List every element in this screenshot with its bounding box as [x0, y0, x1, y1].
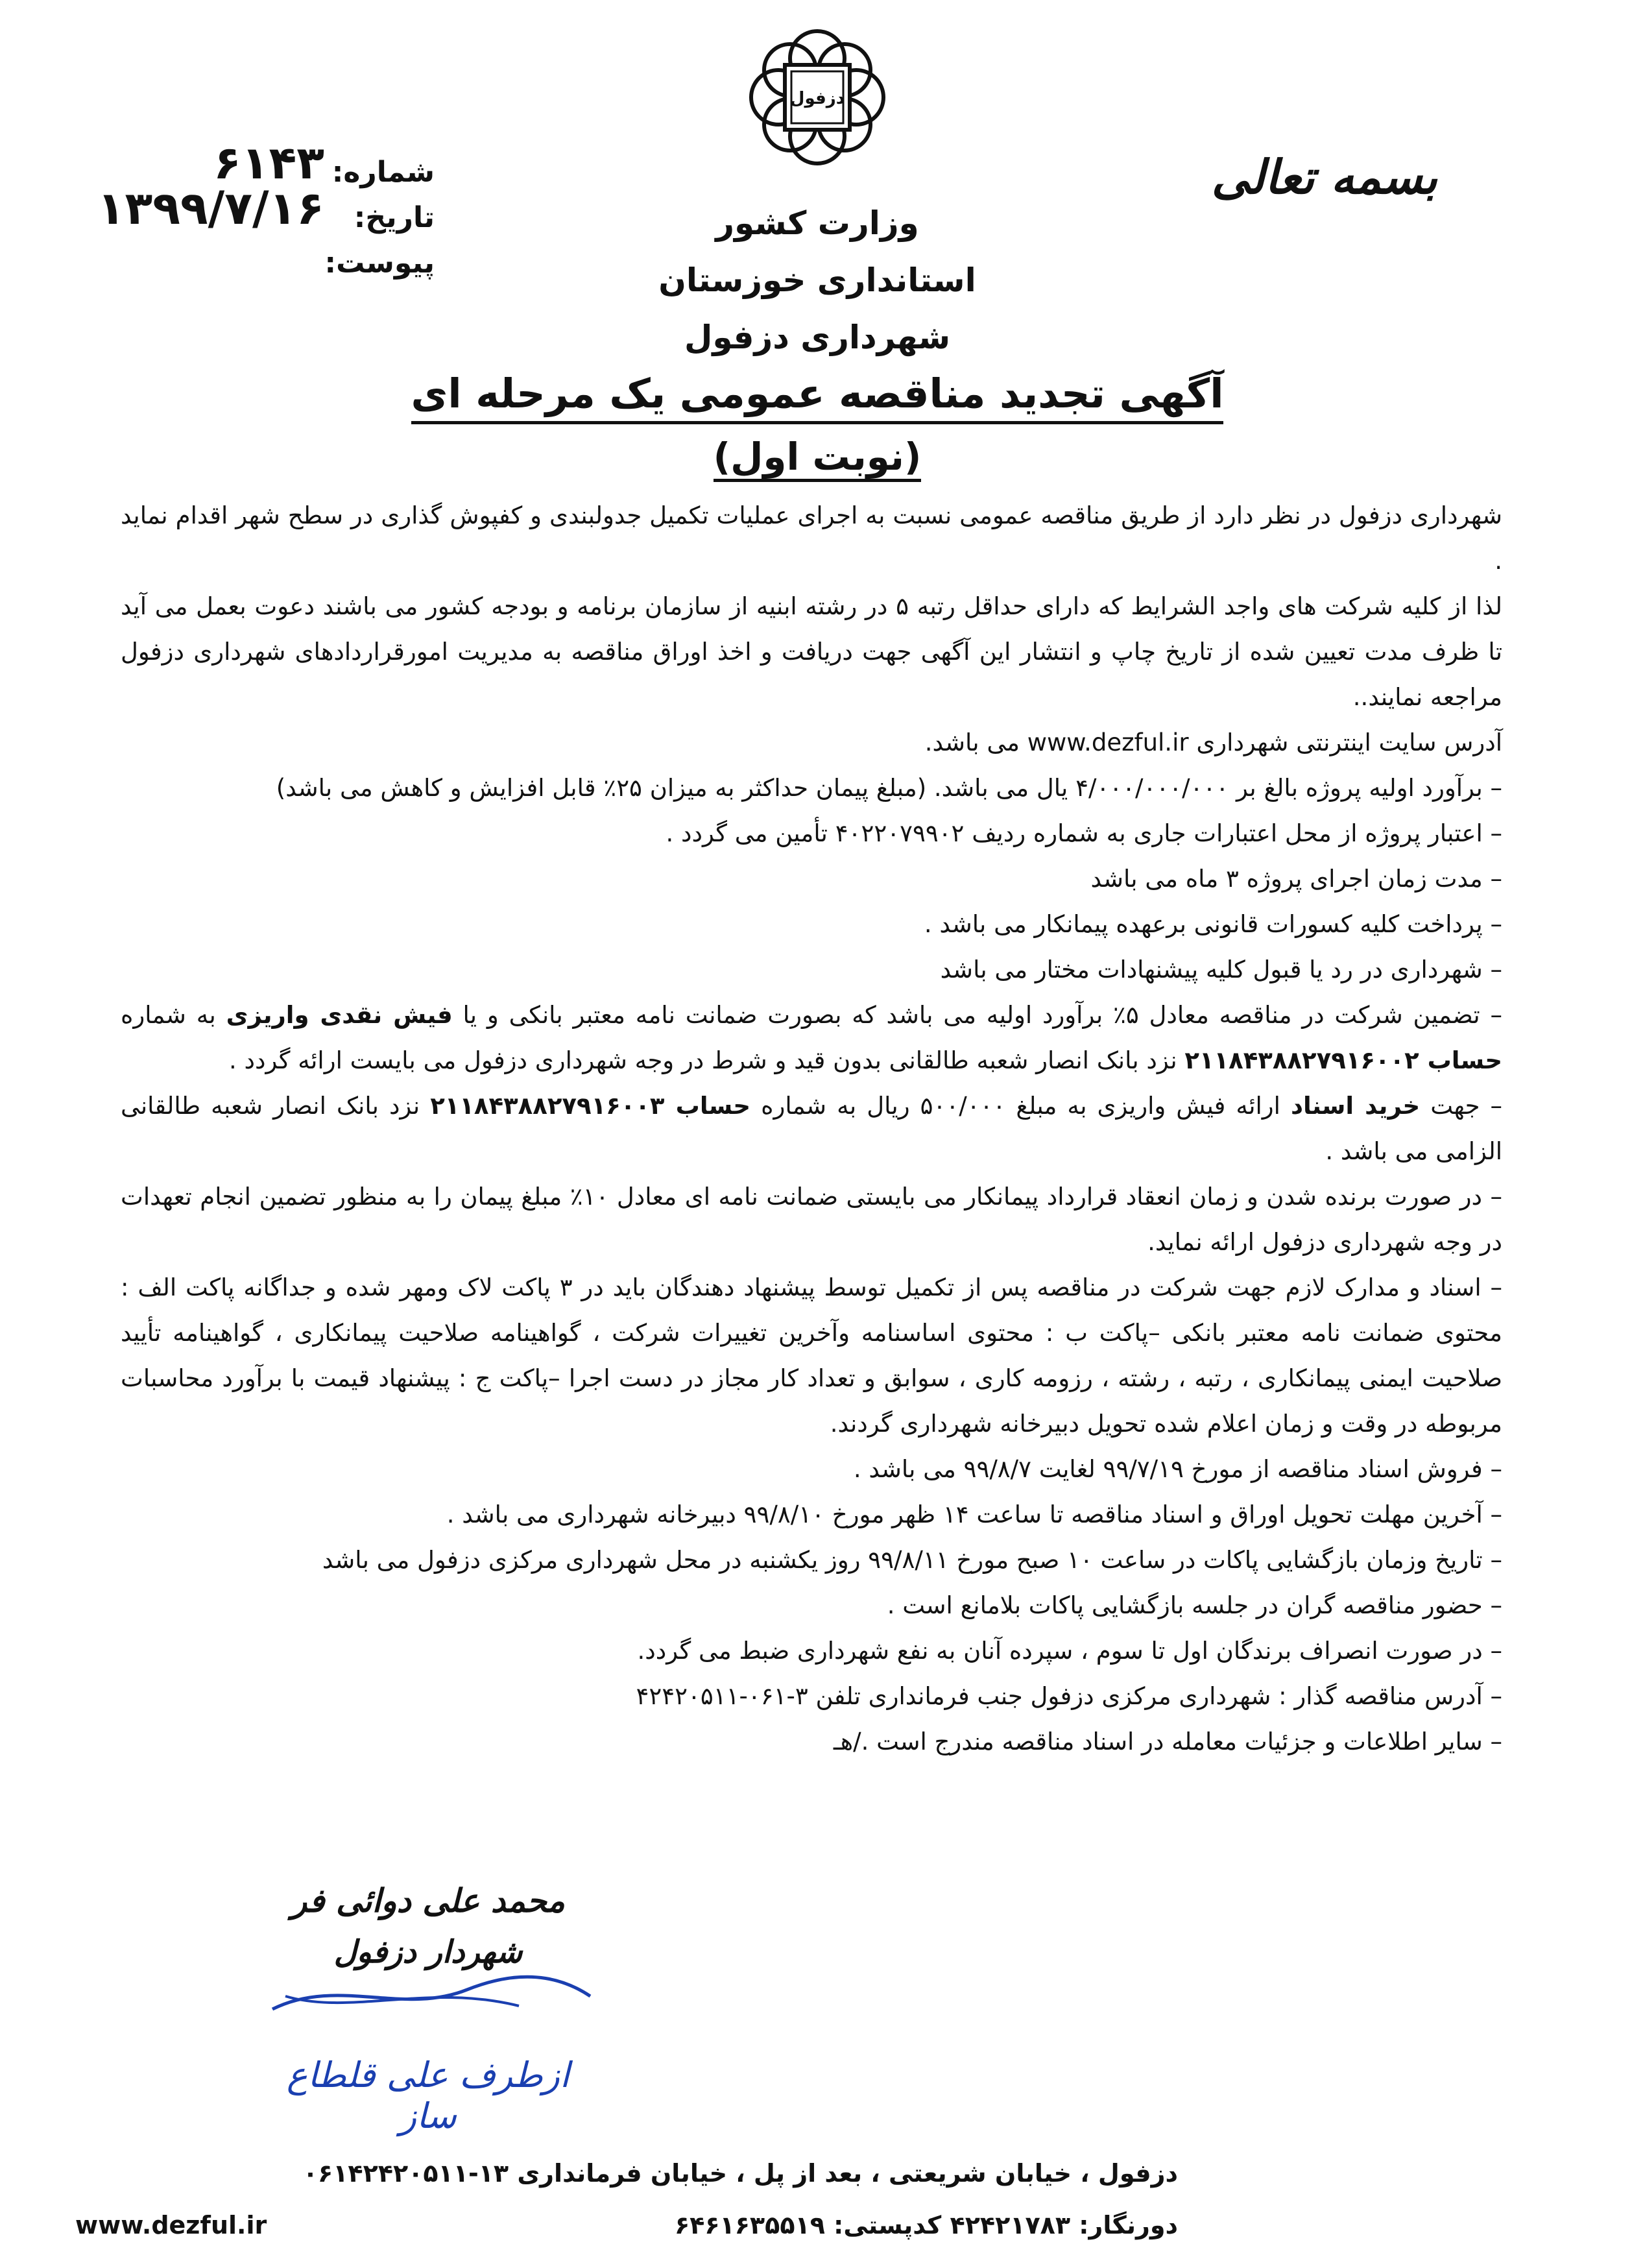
notice-round-text: (نوبت اول) — [714, 435, 922, 482]
signature-block — [259, 1881, 597, 2136]
footer-contact-row — [75, 2199, 1178, 2251]
municipality-name: شهرداری دزفول — [684, 319, 950, 356]
date-value: ۱۳۹۹/۷/۱۶ — [97, 182, 324, 235]
other-info-item: – سایر اطلاعات و جزئیات معامله در اسناد مناقصه مندرج است ./هـ — [833, 1728, 1502, 1755]
body-paragraph: شهرداری دزفول در نظر دارد از طریق مناقصه عمومی نسبت به اجرای عملیات تکمیل جدولبندی و کفپوش گذاری در سطح شهر اقدام نماید . — [121, 501, 1502, 575]
number-value: ۶۱۴۳ — [213, 136, 324, 189]
sale-dates-item: – فروش اسناد مناقصه از مورخ ۹۹/۷/۱۹ لغایت ۹۹/۸/۷ می باشد . — [853, 1455, 1502, 1483]
purchase-docs-label: خرید اسناد — [1290, 1092, 1421, 1120]
footer-address: دزفول ، خیابان شریعتی ، بعد از پل ، خیابان فرمانداری ۱۳-۰۶۱۴۲۴۲۰۵۱۱ — [302, 2159, 1178, 2188]
guarantee-item — [121, 993, 1502, 1083]
invocation-text: بسمه تعالی — [1211, 149, 1437, 204]
performance-guarantee-item: – در صورت برنده شدن و زمان انعقاد قرارداد پیمانکار می بایستی ضمانت نامه ای معادل ۱۰٪ مبلغ پیمان را به منظور تضمین انجام تعهدات در وجه شهرداری دزفول ارائه نماید. — [121, 1183, 1502, 1256]
guarantee-text-3: نزد بانک انصار شعبه طالقانی بدون قید و شرط در وجه شهرداری دزفول می بایست ارائه گردد . — [229, 1046, 1177, 1074]
guarantee-text-2: به شماره — [121, 1001, 216, 1029]
notice-title — [195, 370, 1440, 417]
on-behalf-handwritten: ازطرف علی قلطاع ساز — [287, 2055, 570, 2136]
logo-text: دزفول — [789, 89, 845, 108]
estimate-item: – برآورد اولیه پروژه بالغ بر ۴/۰۰۰/۰۰۰/۰۰۰ یال می باشد. (مبلغ پیمان حداکثر به میزان ۲۵٪ قابل افزایش و کاهش می باشد) — [276, 774, 1502, 802]
notice-title-text: آگهی تجدید مناقصه عمومی یک مرحله ای — [411, 370, 1224, 424]
attendance-item: – حضور مناقصه گران در جلسه بازگشایی پاکات بلامانع است . — [887, 1591, 1502, 1619]
number-label: شماره: — [331, 156, 435, 189]
date-label: تاریخ: — [354, 201, 435, 234]
opening-item: – تاریخ وزمان بازگشایی پاکات در ساعت ۱۰ صبح مورخ ۹۹/۸/۱۱ روز یکشنبه در محل شهرداری مرکزی دزفول می باشد — [322, 1546, 1502, 1574]
letter-footer — [75, 2147, 1178, 2251]
withdrawal-item: – در صورت انصراف برندگان اول تا سوم ، سپرده آنان به نفع شهرداری ضبط می گردد. — [637, 1637, 1502, 1665]
purchase-account: حساب ۲۱۱۸۴۳۸۸۲۷۹۱۶۰۰۳ — [430, 1092, 751, 1120]
notice-body — [121, 493, 1502, 1765]
duration-item: – مدت زمان اجرای پروژه ۳ ماه می باشد — [1090, 865, 1502, 893]
meta-attachment-row — [97, 240, 435, 285]
footer-fax-postal: دورنگار: ۴۲۴۲۱۷۸۳ کدپستی: ۶۴۶۱۶۳۵۵۱۹ — [674, 2211, 1178, 2239]
notice-round — [195, 435, 1440, 479]
guarantee-cash-receipt: فیش نقدی واریزی — [226, 1001, 453, 1029]
signatory-title: شهردار دزفول — [333, 1934, 523, 1970]
body-paragraph: لذا از کلیه شرکت های واجد الشرایط که دارای حداقل رتبه ۵ در رشته ابنیه از سازمان برنامه و بودجه کشور می باشند دعوت بعمل می آید تا ظرف مدت تعیین شده از تاریخ چاپ و انتشار این آگهی جهت دریافت و اخذ اوراق مناقصه به مدیریت امورقراردادهای شهرداری دزفول مراجعه نمایند.. — [121, 592, 1502, 711]
deductions-item: – پرداخت کلیه کسورات قانونی برعهده پیمانکار می باشد . — [924, 910, 1502, 938]
meta-date-row — [97, 182, 435, 240]
envelopes-item: – اسناد و مدارک لازم جهت شرکت در مناقصه پس از تکمیل توسط پیشنهاد دهندگان باید در ۳ پاکت لاک ومهر شده و جداگانه پاکت الف : محتوی ضمانت نامه معتبر بانکی –پاکت ب : محتوی اساسنامه وآخرین تغییرات شرکت ، گواهینامه صلاحیت پیمانکاری ، گواهینامه تأیید صلاحیت ایمنی پیمانکاری ، رتبه ، رشته ، رزومه کاری ، سوابق و تعداد کار مجاز در دست اجرا –پاکت ج : پیشنهاد قیمت با برآورد محاسبات مربوطه در وقت و زمان اعلام شده تحویل دبیرخانه شهرداری گردند. — [121, 1273, 1503, 1438]
footer-website: www.dezful.ir — [75, 2211, 267, 2239]
letter-meta — [97, 136, 435, 285]
deadline-item: – آخرین مهلت تحویل اوراق و اسناد مناقصه تا ساعت ۱۴ ظهر مورخ ۹۹/۸/۱۰ دبیرخانه شهرداری می باشد . — [446, 1501, 1502, 1528]
issuer-block — [519, 195, 1116, 366]
guarantee-account: حساب ۲۱۱۸۴۳۸۸۲۷۹۱۶۰۰۲ — [1184, 1046, 1502, 1074]
attachment-label: پیوست: — [324, 247, 435, 280]
province-name: استانداری خوزستان — [658, 261, 976, 299]
guarantee-text: – تضمین شرکت در مناقصه معادل ۵٪ برآورد اولیه می باشد که بصورت ضمانت نامه معتبر بانکی و یا — [462, 1001, 1502, 1029]
ministry-name: وزارت کشور — [715, 204, 919, 242]
municipality-logo — [739, 19, 895, 175]
purchase-text-3: نزد بانک انصار شعبه طالقانی الزامی می باشد . — [121, 1092, 1502, 1165]
handwritten-signature-stroke — [259, 1970, 597, 2022]
address-item: – آدرس مناقصه گذار : شهرداری مرکزی دزفول جنب فرمانداری تلفن ۳-۰۶۱-۴۲۴۲۰۵۱۱ — [636, 1682, 1502, 1710]
purchase-text-2: ارائه فیش واریزی به مبلغ ۵۰۰/۰۰۰ ریال به شماره — [761, 1092, 1280, 1120]
document-purchase-item — [121, 1083, 1502, 1174]
funding-item: – اعتبار پروژه از محل اعتبارات جاری به شماره ردیف ۴۰۲۲۰۷۹۹۰۲ تأمین می گردد . — [666, 819, 1502, 847]
rejection-item: – شهرداری در رد یا قبول کلیه پیشنهادات مختار می باشد — [940, 956, 1502, 983]
signatory-name: محمد علی دوائی فر — [291, 1881, 565, 1920]
website-line: آدرس سایت اینترنتی شهرداری www.dezful.ir می باشد. — [924, 729, 1502, 756]
purchase-text: – جهت — [1430, 1092, 1502, 1120]
logo-emblem-icon — [739, 19, 895, 175]
